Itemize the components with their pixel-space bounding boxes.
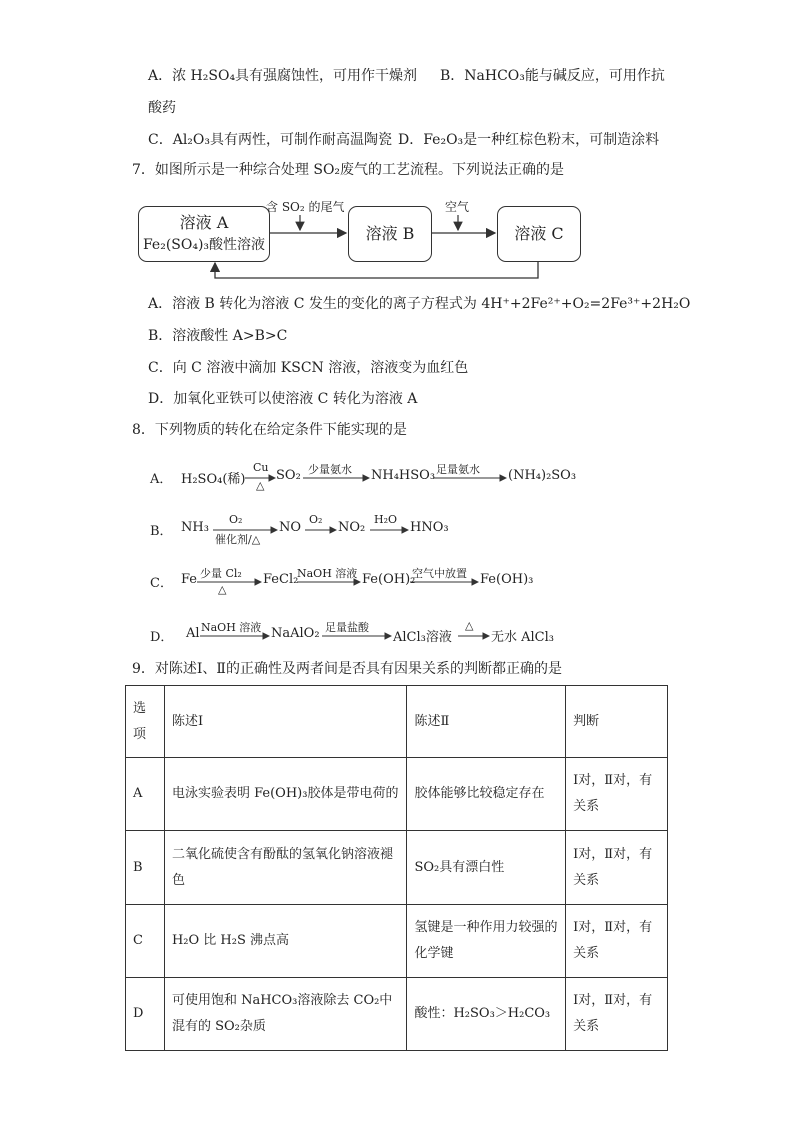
q8-d-c1-top: NaOH 溶液 [201, 621, 262, 634]
q8-a-s1: H₂SO₄(稀) [181, 472, 246, 487]
row-a-statement-2: 胶体能够比较稳定存在 [407, 758, 566, 831]
q8-d-s4: 无水 AlCl₃ [491, 630, 554, 645]
q8-d-label: D． [150, 630, 174, 645]
q8-d-c2-top: 足量盐酸 [325, 621, 369, 634]
q8-d-s1: Al [186, 626, 200, 641]
q8-b-c3-top: H₂O [374, 513, 398, 526]
q8-a-c1-top: Cu [253, 461, 269, 474]
header-judgement: 判断 [566, 686, 668, 758]
q8-c-label: C． [150, 576, 173, 591]
label-air: 空气 [445, 200, 470, 214]
q8-b-c1-bot: 催化剂/△ [215, 533, 261, 546]
row-c-statement-1: H₂O 比 H₂S 沸点高 [164, 905, 407, 978]
q6-option-b-cont: 酸药 [148, 100, 176, 116]
q8-a-c1-bot: △ [256, 479, 265, 492]
row-d-statement-1: 可使用饱和 NaHCO₃溶液除去 CO₂中混有的 SO₂杂质 [164, 978, 407, 1051]
q8-a-s2: SO₂ [276, 468, 301, 483]
q9-table [125, 685, 668, 1051]
row-c-option: C [126, 905, 165, 978]
q8-c-s2: FeCl₂ [263, 572, 299, 587]
q8-b-label: B． [150, 524, 173, 539]
q8-a-label: A． [150, 472, 173, 487]
table-header-row [126, 686, 668, 758]
box-a-title: 溶液 A [179, 213, 229, 232]
row-b-judgement: Ⅰ对，Ⅱ对，有关系 [566, 831, 668, 905]
row-a-statement-1: 电泳实验表明 Fe(OH)₃胶体是带电荷的 [164, 758, 407, 831]
q8-b-c2-top: O₂ [309, 513, 323, 526]
q8-c-s4: Fe(OH)₃ [480, 572, 534, 587]
table-row [126, 831, 668, 905]
table-row [126, 905, 668, 978]
row-c-judgement: Ⅰ对，Ⅱ对，有关系 [566, 905, 668, 978]
row-d-option: D [126, 978, 165, 1051]
q8-c-c3-top: 空气中放置 [412, 567, 467, 580]
row-b-option: B [126, 831, 165, 905]
q6-option-d: D．Fe₂O₃是一种红棕色粉末，可制造涂料 [398, 132, 660, 148]
q8-c-c2-top: NaOH 溶液 [297, 567, 358, 580]
q7-stem: 7．如图所示是一种综合处理 SO₂废气的工艺流程。下列说法正确的是 [132, 162, 565, 178]
q6-option-a: A．浓 H₂SO₄具有强腐蚀性，可用作干燥剂 [148, 68, 418, 84]
q8-c-c1-top: 少量 Cl₂ [200, 567, 242, 580]
q6-option-b: B．NaHCO₃能与碱反应，可用作抗 [440, 68, 665, 84]
row-a-judgement: Ⅰ对，Ⅱ对，有关系 [566, 758, 668, 831]
box-a-subtitle: Fe₂(SO₄)₃酸性溶液 [142, 237, 266, 253]
q8-b-s3: NO₂ [338, 520, 366, 535]
q8-b-s1: NH₃ [181, 520, 209, 535]
q9-stem: 9．对陈述Ⅰ、Ⅱ的正确性及两者间是否具有因果关系的判断都正确的是 [132, 661, 562, 677]
row-b-statement-2: SO₂具有漂白性 [407, 831, 566, 905]
q6-option-c: C．Al₂O₃具有两性，可制作耐高温陶瓷 [148, 132, 393, 148]
q8-c-s1: Fe [181, 572, 198, 587]
q8-d-s2: NaAlO₂ [271, 626, 320, 641]
header-statement-1: 陈述Ⅰ [164, 686, 407, 758]
q8-c-c1-bot: △ [218, 583, 227, 596]
row-c-statement-2: 氢键是一种作用力较强的化学键 [407, 905, 566, 978]
q7-option-a: A．溶液 B 转化为溶液 C 发生的变化的离子方程式为 4H⁺+2Fe²⁺+O₂=2Fe³⁺+2H₂O [148, 296, 691, 312]
q8-a-c2-top: 少量氨水 [308, 463, 352, 476]
q8-a-s4: (NH₄)₂SO₃ [508, 468, 577, 483]
q7-option-c: C．向 C 溶液中滴加 KSCN 溶液，溶液变为血红色 [148, 360, 469, 376]
q8-d-c3-top: △ [465, 619, 474, 632]
q8-b-s4: HNO₃ [410, 520, 449, 535]
row-d-statement-2: 酸性：H₂SO₃＞H₂CO₃ [407, 978, 566, 1051]
table-row [126, 978, 668, 1051]
box-c-title: 溶液 C [514, 224, 564, 243]
q7-option-b: B．溶液酸性 A>B>C [148, 328, 288, 344]
row-b-statement-1: 二氧化硫使含有酚酞的氢氧化钠溶液褪色 [164, 831, 407, 905]
q8-stem: 8．下列物质的转化在给定条件下能实现的是 [132, 422, 407, 438]
q8-b-c1-top: O₂ [229, 513, 243, 526]
box-b-title: 溶液 B [365, 224, 415, 243]
row-d-judgement: Ⅰ对，Ⅱ对，有关系 [566, 978, 668, 1051]
q8-a-c3-top: 足量氨水 [436, 463, 480, 476]
q7-option-d: D．加氧化亚铁可以使溶液 C 转化为溶液 A [148, 391, 418, 407]
q8-d-s3: AlCl₃溶液 [393, 630, 452, 645]
label-tail-gas: 含 SO₂ 的尾气 [266, 200, 345, 214]
header-statement-2: 陈述Ⅱ [407, 686, 566, 758]
q8-c-s3: Fe(OH)₂ [362, 572, 416, 587]
q8-b-s2: NO [279, 520, 302, 535]
q8-a-s3: NH₄HSO₃ [371, 468, 436, 483]
table-row [126, 758, 668, 831]
row-a-option: A [126, 758, 165, 831]
header-option: 选项 [126, 686, 165, 758]
